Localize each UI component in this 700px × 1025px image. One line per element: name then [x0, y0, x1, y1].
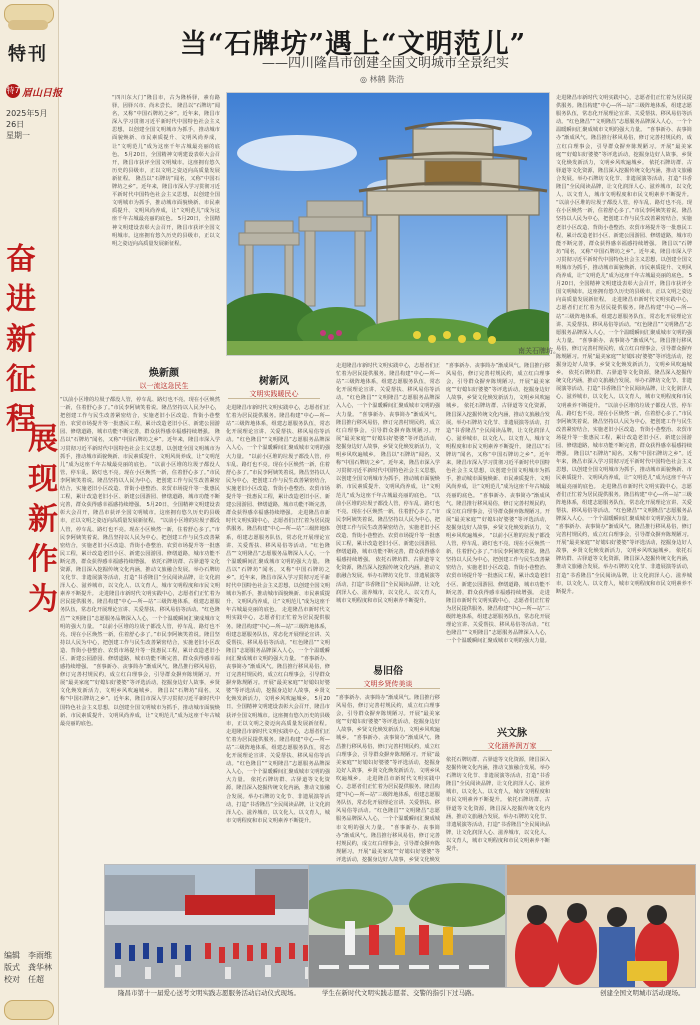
intro-para-a: 隆昌以“石牌坊”闻名，又称“中国石牌坊之乡”。近年来，隆昌市深入学习贯彻习近平新时代中国特色社会主义思想，以创建全国文明城市为抓手，推动城市面貌焕新、市民素质提升、文明风尚养成，让“文明范儿”成为这座千年古城最亮丽的底色。 — [112, 103, 220, 158]
intro-lead: “四川东大门”隆昌市，古为隆桥驿，素有路驿，因驿兴市、尚未尝长。 — [112, 95, 220, 110]
slogan-text-1: 奋进新征程 — [6, 242, 36, 437]
s1-para-a-2: 隆昌以“石牌坊”闻名，又称“中国石牌坊之乡”。近年来，隆昌市深入学习贯彻习近平新时代中国特色社会主义思想，以创建全国文明城市为抓手，推动城市面貌焕新、市民素质提升、文明风尚养成，让“文明范儿”成为这座千年古城最亮丽的底色。 — [60, 688, 220, 727]
subheadline: ——四川隆昌市创建全国文明城市全景纪实 — [262, 56, 510, 71]
credit-layout: 版式 龚华林 — [4, 963, 52, 972]
section-title-4-sub: 文化涵养润万家 — [487, 742, 537, 750]
s2-para-b: 5月20日，全国精神文明建设表彰大会召开，隆昌市获评全国文明城市。这座拥有悠久历史的县级市，正以文明之姿迈向高质量发展新征程。 — [226, 696, 330, 727]
intro-para-b: 5月20日，全国精神文明建设表彰大会召开，隆昌市获评全国文明城市。这座拥有悠久历史的县级市，正以文明之姿迈向高质量发展新征程。 — [112, 151, 220, 182]
bottom-photo-ceremony-caption: 隆昌市第十一届爱心送考文明实践志愿服务活动启动仪式现场。 — [118, 989, 300, 997]
section-2-text — [226, 404, 330, 896]
page-number-badge: 特7 — [6, 84, 20, 98]
section-title-2-sub: 文明实践暖民心 — [249, 390, 299, 398]
right-para-a-2: 隆昌以“石牌坊”闻名，又称“中国石牌坊之乡”。近年来，隆昌市深入学习贯彻习近平新时代中国特色社会主义思想，以创建全国文明城市为抓手，推动城市面貌焕新、市民素质提升、文明风尚养成，让“文明范儿”成为这座千年古城最亮丽的底色。 — [556, 451, 692, 490]
s3-para-d: 走进隆昌市新时代文明实践中心，志愿者们正忙着为居民提供服务。隆昌构建“中心—所—站”三级阵地体系，组建志愿服务队伍，常态化开展理论宣讲、关爱帮扶、移风易俗等活动。“红色隆昌”“文明隆昌”志愿服务品牌深入人心，一个个温暖瞬间汇聚成城市文明的强大力量。 — [336, 775, 440, 831]
right-para-e: “喜事新办、丧事简办”渐成风气。隆昌推行移风易俗，修订完善村规民约，成立红白理事会，引导群众摒弃陈规陋习。开展“最美家庭”“好媳妇好婆婆”等评选活动，挖掘身边好人故事，乡贤文化焕发新活力，文明乡风吹遍城乡。 — [556, 127, 692, 166]
f-para-a: 隆昌以“石牌坊”闻名，又称“中国石牌坊之乡”。近年来，隆昌市深入学习贯彻习近平新时代中国特色社会主义思想，以创建全国文明城市为抓手，推动城市面貌焕新、市民素质提升、文明风尚养成，让“文明范儿”成为这座千年古城最亮丽的底色。 — [446, 443, 550, 499]
m1-para-f: 依托石牌坊群、古驿道等文化资源，隆昌深入挖掘传统文化内涵，推动文旅融合发展。举办石牌坊文化节、非遗展演等活动，打造“书香隆昌”全民阅读品牌，让文化润泽人心、滋养城市，以文化人、以文育人，城市文明程度和市民文明素养不断提升。 — [336, 557, 440, 604]
right-para-f-2: 依托石牌坊群、古驿道等文化资源，隆昌深入挖掘传统文化内涵，推动文旅融合发展。举办石牌坊文化节、非遗展演等活动，打造“书香隆昌”全民阅读品牌，让文化润泽人心、滋养城市，以文化人、以文育人，城市文明程度和市民文明素养不断提升。 — [556, 370, 692, 409]
s2-para-d: 走进隆昌市新时代文明实践中心，志愿者们正忙着为居民提供服务。隆昌构建“中心—所—站”三级阵地体系，组建志愿服务队伍，常态化开展理论宣讲、关爱帮扶、移风易俗等活动。“红色隆昌”“文明隆昌”志愿服务品牌深入人心，一个个温暖瞬间汇聚成城市文明的强大力量。 — [226, 405, 330, 460]
fourth-column-text — [446, 362, 550, 722]
section-label: 特刊 — [8, 44, 48, 65]
s1-para-f: 依托石牌坊群、古驿道等文化资源，隆昌深入挖掘传统文化内涵，推动文旅融合发展。举办石牌坊文化节、非遗展演等活动，打造“书香隆昌”全民阅读品牌，让文化润泽人心、滋养城市，以文化人、以文育人，城市文明程度和市民文明素养不断提升。 — [60, 558, 220, 598]
section-title-4 — [472, 724, 552, 751]
right-para-a: 隆昌以“石牌坊”闻名，又称“中国石牌坊之乡”。近年来，隆昌市深入学习贯彻习近平新时代中国特色社会主义思想，以创建全国文明城市为抓手，推动城市面貌焕新、市民素质提升、文明风尚养成，让“文明范儿”成为这座千年古城最亮丽的底色。 — [556, 240, 692, 280]
section-title-2 — [228, 372, 320, 399]
right-para-e-3: “喜事新办、丧事简办”渐成风气。隆昌推行移风易俗，修订完善村规民约，成立红白理事会，引导群众摒弃陈规陋习。开展“最美家庭”“好媳妇好婆婆”等评选活动，挖掘身边好人故事，乡贤文化焕发新活力，文明乡风吹遍城乡。 — [556, 523, 692, 555]
right-para-f-3: 依托石牌坊群、古驿道等文化资源，隆昌深入挖掘传统文化内涵，推动文旅融合发展。举办石牌坊文化节、非遗展演等活动，打造“书香隆昌”全民阅读品牌，让文化润泽人心、滋养城市，以文化人、以文育人，城市文明程度和市民文明素养不断提升。 — [556, 548, 692, 595]
issue-date-line2: 星期一 — [6, 131, 30, 140]
section-title-1 — [112, 364, 216, 391]
s4-para-f: 依托石牌坊群、古驿道等文化资源，隆昌深入挖掘传统文化内涵，推动文旅融合发展。举办石牌坊文化节、非遗展演等活动，打造“书香隆昌”全民阅读品牌，让文化润泽人心、滋养城市，以文化人、以文育人，城市文明程度和市民文明素养不断提升。 — [446, 757, 550, 804]
right-para-f: 依托石牌坊群、古驿道等文化资源，隆昌深入挖掘传统文化内涵，推动文旅融合发展。举办石牌坊文化节、非遗展演等活动，打造“书香隆昌”全民阅读品牌，让文化润泽人心、滋养城市，以文化人、以文育人，城市文明程度和市民文明素养不断提升。 — [556, 159, 692, 199]
credit-editor: 编辑 李雨维 — [4, 951, 52, 960]
m1-para-e: “喜事新办、丧事简办”渐成风气。隆昌推行移风易俗，修订完善村规民约，成立红白理事会，引导群众摒弃陈规陋习。开展“最美家庭”“好媳妇好婆婆”等评选活动，挖掘身边好人故事，乡贤文化焕发新活力，文明乡风吹遍城乡。 — [336, 411, 440, 459]
s3-para-e: “喜事新办、丧事简办”渐成风气。隆昌推行移风易俗，修订完善村规民约，成立红白理事会，引导群众摒弃陈规陋习。开展“最美家庭”“好媳妇好婆婆”等评选活动，挖掘身边好人故事，乡贤文化焕发新活力，文明乡风吹遍城乡。 — [336, 695, 440, 742]
right-para-d: 走进隆昌市新时代文明实践中心，志愿者们正忙着为居民提供服务。隆昌构建“中心—所—站”三级阵地体系，组建志愿服务队伍，常态化开展理论宣讲、关爱帮扶、移风易俗等活动。“红色隆昌”“文明隆昌”志愿服务品牌深入人心，一个个温暖瞬间汇聚成城市文明的强大力量。 — [556, 95, 692, 134]
m1-para-c: “以前小区堆的垃圾子都没人管，停车乱、路灯也不亮。现在小区焕然一新，住着舒心多了。”市民李阿姨笑着说。隆昌坚持以人民为中心，把创建工作与民生改善紧密结合，实施老旧小区改造、背街小巷整治、农贸市场提升等一批惠民工程，累计改造老旧小区、新建公园游园、修缮道路，城市功能不断完善，群众获得感幸福感持续增强。 — [336, 492, 440, 564]
bottom-photo-activity — [506, 864, 696, 988]
slogan-text-2: 展现新作为 — [28, 422, 58, 617]
s2-para-a: 隆昌以“石牌坊”闻名，又称“中国石牌坊之乡”。近年来，隆昌市深入学习贯彻习近平新时代中国特色社会主义思想，以创建全国文明城市为抓手，推动城市面貌焕新、市民素质提升、文明风尚养成，让“文明范儿”成为这座千年古城最亮丽的底色。 — [226, 558, 330, 614]
section-title-3-sub: 文明乡贤传美谈 — [363, 680, 413, 688]
right-column-text — [556, 94, 692, 932]
credit-proof: 校对 任超 — [4, 975, 44, 984]
m1-para-a: 隆昌以“石牌坊”闻名，又称“中国石牌坊之乡”。近年来，隆昌市深入学习贯彻习近平新时代中国特色社会主义思想，以创建全国文明城市为抓手，推动城市面貌焕新、市民素质提升、文明风尚养成，让“文明范儿”成为这座千年古城最亮丽的底色。 — [336, 452, 440, 499]
f-para-e-2: “喜事新办、丧事简办”渐成风气。隆昌推行移风易俗，修订完善村规民约，成立红白理事会，引导群众摒弃陈规陋习。开展“最美家庭”“好媳妇好婆婆”等评选活动，挖掘身边好人故事，乡贤文化焕发新活力，文明乡风吹遍城乡。 — [446, 492, 550, 539]
right-para-e-2: “喜事新办、丧事简办”渐成风气。隆昌推行移风易俗，修订完善村规民约，成立红白理事会，引导群众摒弃陈规陋习。开展“最美家庭”“好媳妇好婆婆”等评选活动，挖掘身边好人故事，乡贤文化焕发新活力，文明乡风吹遍城乡。 — [556, 337, 692, 377]
section-rule-2 — [228, 398, 320, 399]
s2-para-d-2: 走进隆昌市新时代文明实践中心，志愿者们正忙着为居民提供服务。隆昌构建“中心—所—站”三级阵地体系，组建志愿服务队伍，常态化开展理论宣讲、关爱帮扶、移风易俗等活动。“红色隆昌”“文明隆昌”志愿服务品牌深入人心，一个个温暖瞬间汇聚成城市文明的强大力量。 — [226, 510, 330, 565]
s2-para-d-4: 走进隆昌市新时代文明实践中心，志愿者们正忙着为居民提供服务。隆昌构建“中心—所—站”三级阵地体系，组建志愿服务队伍，常态化开展理论宣讲、关爱帮扶、移风易俗等活动。“红色隆昌”“文明隆昌”志愿服务品牌深入人心，一个个温暖瞬间汇聚成城市文明的强大力量。 — [226, 728, 330, 784]
headline: 当“石牌坊”遇上“文明范儿” — [180, 29, 527, 60]
credits — [4, 950, 52, 986]
f-para-e: “喜事新办、丧事简办”渐成风气。隆昌推行移风易俗，修订完善村规民约，成立红白理事会，引导群众摒弃陈规陋习。开展“最美家庭”“好媳妇好婆婆”等评选活动，挖掘身边好人故事，乡贤文化焕发新活力，文明乡风吹遍城乡。 — [446, 363, 550, 410]
s1-para-b: 5月20日，全国精神文明建设表彰大会召开，隆昌市获评全国文明城市。这座拥有悠久历史的县级市，正以文明之姿迈向高质量发展新征程。 — [60, 502, 220, 525]
section-title-1-main: 焕新颜 — [149, 368, 179, 379]
s1-para-d: 走进隆昌市新时代文明实践中心，志愿者们正忙着为居民提供服务。隆昌构建“中心—所—站”三级阵地体系，组建志愿服务队伍，常态化开展理论宣讲、关爱帮扶、移风易俗等活动。“红色隆昌”“文明隆昌”志愿服务品牌深入人心，一个个温暖瞬间汇聚成城市文明的强大力量。 — [60, 591, 220, 630]
s1-para-e: “喜事新办、丧事简办”渐成风气。隆昌推行移风易俗，修订完善村规民约，成立红白理事会，引导群众摒弃陈规陋习。开展“最美家庭”“好媳妇好婆婆”等评选活动，挖掘身边好人故事，乡贤文化焕发新活力，文明乡风吹遍城乡。 — [60, 664, 220, 695]
s3-para-e-2: “喜事新办、丧事简办”渐成风气。隆昌推行移风易俗，修订完善村规民约，成立红白理事会，引导群众摒弃陈规陋习。开展“最美家庭”“好媳妇好婆婆”等评选活动，挖掘身边好人故事，乡贤文化焕发新活力，文明乡风吹遍城乡。 — [336, 735, 440, 782]
right-para-d-3: 走进隆昌市新时代文明实践中心，志愿者们正忙着为居民提供服务。隆昌构建“中心—所—站”三级阵地体系，组建志愿服务队伍，常态化开展理论宣讲、关爱帮扶、移风易俗等活动。“红色隆昌”“文明隆昌”志愿服务品牌深入人心，一个个温暖瞬间汇聚成城市文明的强大力量。 — [556, 483, 692, 522]
m1-para-d: 走进隆昌市新时代文明实践中心，志愿者们正忙着为居民提供服务。隆昌构建“中心—所—站”三级阵地体系，组建志愿服务队伍，常态化开展理论宣讲、关爱帮扶、移风易俗等活动。“红色隆昌”“文明隆昌”志愿服务品牌深入人心，一个个温暖瞬间汇聚成城市文明的强大力量。 — [336, 363, 440, 418]
bottom-photo-crossing-caption: 学生在新时代文明实践志愿者、交警的指引下过马路。 — [322, 989, 478, 997]
s1-para-c-4: “以前小区堆的垃圾子都没人管，停车乱、路灯也不亮。现在小区焕然一新，住着舒心多了。”市民李阿姨笑着说。隆昌坚持以人民为中心，把创建工作与民生改善紧密结合，实施老旧小区改造、背街小巷整治、农贸市场提升等一批惠民工程，累计改造老旧小区、新建公园游园、修缮道路，城市功能不断完善，群众获得感幸福感持续增强。 — [60, 623, 220, 671]
issue-date — [6, 108, 56, 141]
section-rule-4 — [472, 750, 552, 751]
s2-para-e: “喜事新办、丧事简办”渐成风气。隆昌推行移风易俗，修订完善村规民约，成立红白理事会，引导群众摒弃陈规陋习。开展“最美家庭”“好媳妇好婆婆”等评选活动，挖掘身边好人故事，乡贤文化焕发新活力，文明乡风吹遍城乡。 — [226, 655, 330, 703]
issue-date-line1: 2025年5月26日 — [6, 109, 48, 129]
s4-para-f-2: 依托石牌坊群、古驿道等文化资源，隆昌深入挖掘传统文化内涵，推动文旅融合发展。举办石牌坊文化节、非遗展演等活动，打造“书香隆昌”全民阅读品牌，让文化润泽人心、滋养城市，以文化人、以文育人，城市文明程度和市民文明素养不断提升。 — [446, 797, 550, 853]
section-title-2-main: 树新风 — [259, 376, 289, 387]
s1-para-c-2: “以前小区堆的垃圾子都没人管，停车乱、路灯也不亮。现在小区焕然一新，住着舒心多了。”市民李阿姨笑着说。隆昌坚持以人民为中心，把创建工作与民生改善紧密结合，实施老旧小区改造、背街小巷整治、农贸市场提升等一批惠民工程，累计改造老旧小区、新建公园游园、修缮道路，城市功能不断完善，群众获得感幸福感持续增强。 — [60, 461, 220, 509]
right-para-d-2: 走进隆昌市新时代文明实践中心，志愿者们正忙着为居民提供服务。隆昌构建“中心—所—站”三级阵地体系，组建志愿服务队伍，常态化开展理论宣讲、关爱帮扶、移风易俗等活动。“红色隆昌”“文明隆昌”志愿服务品牌深入人心，一个个温暖瞬间汇聚成城市文明的强大力量。 — [556, 297, 692, 344]
middle-column-text-1 — [336, 362, 440, 662]
section-title-4-main: 兴文脉 — [497, 728, 527, 739]
section-title-3 — [336, 662, 440, 689]
intro-para-b-repeat: 5月20日，全国精神文明建设表彰大会召开，隆昌市获评全国文明城市。这座拥有悠久历史的县级市，正以文明之姿迈向高质量发展新征程。 — [112, 216, 220, 247]
s1-para-a: 隆昌以“石牌坊”闻名，又称“中国石牌坊之乡”。近年来，隆昌市深入学习贯彻习近平新时代中国特色社会主义思想，以创建全国文明城市为抓手，推动城市面貌焕新、市民素质提升、文明风尚养成，让“文明范儿”成为这座千年古城最亮丽的底色。 — [60, 429, 220, 468]
f-para-c: “以前小区堆的垃圾子都没人管，停车乱、路灯也不亮。现在小区焕然一新，住着舒心多了。”市民李阿姨笑着说。隆昌坚持以人民为中心，把创建工作与民生改善紧密结合，实施老旧小区改造、背街小巷整治、农贸市场提升等一批惠民工程，累计改造老旧小区、新建公园游园、修缮道路，城市功能不断完善，群众获得感幸福感持续增强。 — [446, 532, 550, 596]
s1-para-c-3: “以前小区堆的垃圾子都没人管，停车乱、路灯也不亮。现在小区焕然一新，住着舒心多了。”市民李阿姨笑着说。隆昌坚持以人民为中心，把创建工作与民生改善紧密结合，实施老旧小区改造、背街小巷整治、农贸市场提升等一批惠民工程，累计改造老旧小区、新建公园游园、修缮道路，城市功能不断完善，群众获得感幸福感持续增强。 — [60, 518, 220, 565]
scroll-ornament-inner — [8, 20, 48, 30]
section-rule-1 — [112, 390, 216, 391]
section-rule-3 — [336, 688, 440, 689]
slogan-column-2 — [28, 420, 58, 620]
intro-para-a-repeat: 隆昌以“石牌坊”闻名，又称“中国石牌坊之乡”。近年来，隆昌市深入学习贯彻习近平新时代中国特色社会主义思想，以创建全国文明城市为抓手，推动城市面貌焕新、市民素质提升、文明风尚养成，让“文明范儿”成为这座千年古城最亮丽的底色。 — [112, 175, 220, 223]
s3-para-e-3: “喜事新办、丧事简办”渐成风气。隆昌推行移风易俗，修订完善村规民约，成立红白理事会，引导群众摒弃陈规陋习。开展“最美家庭”“好媳妇好婆婆”等评选活动，挖掘身边好人故事，乡贤文化焕发 — [336, 824, 440, 863]
s1-para-c: “以前小区堆的垃圾子都没人管，停车乱、路灯也不亮。现在小区焕然一新，住着舒心多了。”市民李阿姨笑着说。隆昌坚持以人民为中心，把创建工作与民生改善紧密结合，实施老旧小区改造、背街小巷整治、农贸市场提升等一批惠民工程，累计改造老旧小区、新建公园游园、修缮道路，城市功能不断完善，群众获得感幸福感持续增强。 — [60, 397, 220, 436]
section-title-1-sub: 以一流这急民生 — [139, 382, 189, 390]
main-photo-caption: 南关石牌坊。 — [518, 347, 560, 355]
scroll-ornament-bottom — [4, 1000, 54, 1020]
section-title-3-main: 易旧俗 — [373, 666, 403, 677]
section-1-text — [60, 396, 220, 896]
main-photo-stone-archway — [226, 92, 550, 356]
s2-para-f: 依托石牌坊群、古驿道等文化资源，隆昌深入挖掘传统文化内涵，推动文旅融合发展。举办石牌坊文化节、非遗展演等活动，打造“书香隆昌”全民阅读品牌，让文化润泽人心、滋养城市，以文化人、以文育人，城市文明程度和市民文明素养不断提升。 — [226, 777, 330, 824]
byline: ◎ 林鹤 陈浩 — [360, 75, 405, 84]
slogan-column-1 — [6, 240, 36, 440]
right-para-b: 5月20日，全国精神文明建设表彰大会召开，隆昌市获评全国文明城市。这座拥有悠久历史的县级市，正以文明之姿迈向高质量发展新征程。 — [556, 273, 692, 304]
bottom-photo-activity-caption: 创建全国文明城市活动现场。 — [600, 989, 685, 997]
right-para-c: “以前小区堆的垃圾子都没人管，停车乱、路灯也不亮。现在小区焕然一新，住着舒心多了。”市民李阿姨笑着说。隆昌坚持以人民为中心，把创建工作与民生改善紧密结合，实施老旧小区改造、背街小巷整治、农贸市场提升等一批惠民工程，累计改造老旧小区、新建公园游园、修缮道路，城市功能不断完善，群众获得感幸福感持续增强。 — [556, 200, 692, 247]
s2-para-c: “以前小区堆的垃圾子都没人管，停车乱、路灯也不亮。现在小区焕然一新，住着舒心多了。”市民李阿姨笑着说。隆昌坚持以人民为中心，把创建工作与民生改善紧密结合，实施老旧小区改造、背街小巷整治、农贸市场提升等一批惠民工程，累计改造老旧小区、新建公园游园、修缮道路，城市功能不断完善，群众获得感幸福感持续增强。 — [226, 453, 330, 517]
f-para-d: 走进隆昌市新时代文明实践中心，志愿者们正忙着为居民提供服务。隆昌构建“中心—所—站”三级阵地体系，组建志愿服务队伍，常态化开展理论宣讲、关爱帮扶、移风易俗等活动。“红色隆昌”“文明隆昌”志愿服务品牌深入人心，一个个温暖瞬间汇聚成城市文明的强大力量。 — [446, 589, 550, 645]
f-para-f: 依托石牌坊群、古驿道等文化资源，隆昌深入挖掘传统文化内涵，推动文旅融合发展。举办石牌坊文化节、非遗展演等活动，打造“书香隆昌”全民阅读品牌，让文化润泽人心、滋养城市，以文化人、以文育人，城市文明程度和市民文明素养不断提升。 — [446, 403, 550, 450]
intro-text — [112, 94, 220, 336]
s2-para-d-3: 走进隆昌市新时代文明实践中心，志愿者们正忙着为居民提供服务。隆昌构建“中心—所—站”三级阵地体系，组建志愿服务队伍，常态化开展理论宣讲、关爱帮扶、移风易俗等活动。“红色隆昌”“文明隆昌”志愿服务品牌深入人心，一个个温暖瞬间汇聚成城市文明的强大力量。 — [226, 607, 330, 662]
bottom-photo-crossing — [308, 864, 506, 988]
right-para-c-2: “以前小区堆的垃圾子都没人管，停车乱、路灯也不亮。现在小区焕然一新，住着舒心多了。”市民李阿姨笑着说。隆昌坚持以人民为中心，把创建工作与民生改善紧密结合，实施老旧小区改造、背街小巷整治、农贸市场提升等一批惠民工程，累计改造老旧小区、新建公园游园、修缮道路，城市功能不断完善，群众获得感幸福感持续增强。 — [556, 402, 692, 458]
paper-logo: 眉山日报 — [22, 88, 62, 99]
